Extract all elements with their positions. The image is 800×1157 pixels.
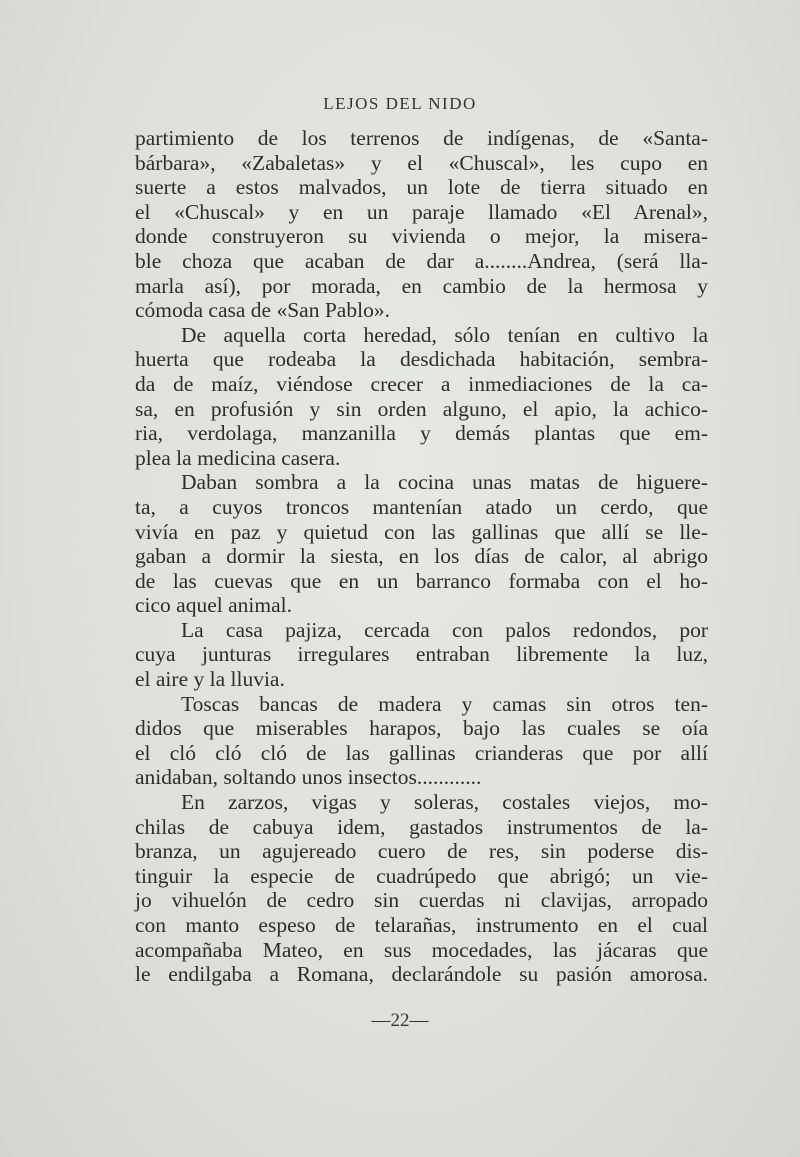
text-line: gaban a dormir la siesta, en los días de calor, al abrigo (135, 544, 708, 569)
text-line: branza, un agujereado cuero de res, sin poderse dis- (135, 839, 708, 864)
text-line: ta, a cuyos troncos mantenían atado un cerdo, que (135, 494, 708, 519)
text-line: plea la medicina casera. (135, 445, 341, 470)
text-line: chilas de cabuya idem, gastados instrumentos de la- (135, 814, 708, 839)
text-line: bárbara», «Zabaletas» y el «Chuscal», les cupo en (135, 150, 708, 175)
page-number: —22— (371, 1010, 429, 1031)
body-text (135, 126, 708, 987)
text-line: marla así), por morada, en cambio de la hermosa y (135, 273, 708, 298)
text-line: el «Chuscal» y en un paraje llamado «El Arenal», (135, 199, 708, 224)
text-line: En zarzos, vigas y soleras, costales viejos, mo- (181, 790, 708, 815)
text-line: cuya junturas irregulares entraban libremente la luz, (135, 642, 708, 667)
running-head: LEJOS DEL NIDO (323, 94, 477, 113)
text-line: anidaban, soltando unos insectos............ (135, 765, 482, 790)
text-line: de las cuevas que en un barranco formaba con el ho- (135, 568, 708, 593)
text-line: suerte a estos malvados, un lote de tierra situado en (135, 175, 708, 200)
text-line: Daban sombra a la cocina unas matas de higuere- (181, 470, 708, 495)
text-line: donde construyeron su vivienda o mejor, la misera- (135, 224, 708, 249)
text-line: tinguir la especie de cuadrúpedo que abrigó; un vie- (135, 863, 708, 888)
text-line: con manto espeso de telarañas, instrumento en el cual (135, 913, 708, 937)
text-line: ria, verdolaga, manzanilla y demás plantas que em- (135, 421, 708, 446)
text-line: el cló cló cló de las gallinas crianderas que por allí (135, 740, 708, 765)
text-line: da de maíz, viéndose crecer a inmediaciones de la ca- (135, 371, 708, 396)
text-line: vivía en paz y quietud con las gallinas que allí se lle- (135, 519, 708, 544)
text-line: jo vihuelón de cedro sin cuerdas ni clavijas, arropado (135, 888, 708, 913)
text-line: De aquella corta heredad, sólo tenían en cultivo la (181, 322, 708, 347)
text-line: huerta que rodeaba la desdichada habitación, sembra- (135, 347, 708, 372)
text-line: didos que miserables harapos, bajo las cuales se oía (135, 716, 708, 741)
text-line: cico aquel animal. (135, 593, 292, 618)
text-line: el aire y la lluvia. (135, 667, 285, 692)
text-line: Toscas bancas de madera y camas sin otros ten- (181, 691, 708, 716)
text-line: La casa pajiza, cercada con palos redondos, por (181, 617, 708, 642)
text-line: ble choza que acaban de dar a........Andrea, (será lla- (135, 248, 708, 273)
text-line: le endilgaba a Romana, declarándole su pasión amorosa. (135, 962, 708, 987)
text-line: cómoda casa de «San Pablo». (135, 298, 390, 323)
text-line: partimiento de los terrenos de indígenas, de «Santa- (135, 126, 708, 150)
text-line: acompañaba Mateo, en sus mocedades, las jácaras que (135, 937, 708, 962)
text-line: sa, en profusión y sin orden alguno, el apio, la achico- (135, 396, 708, 421)
